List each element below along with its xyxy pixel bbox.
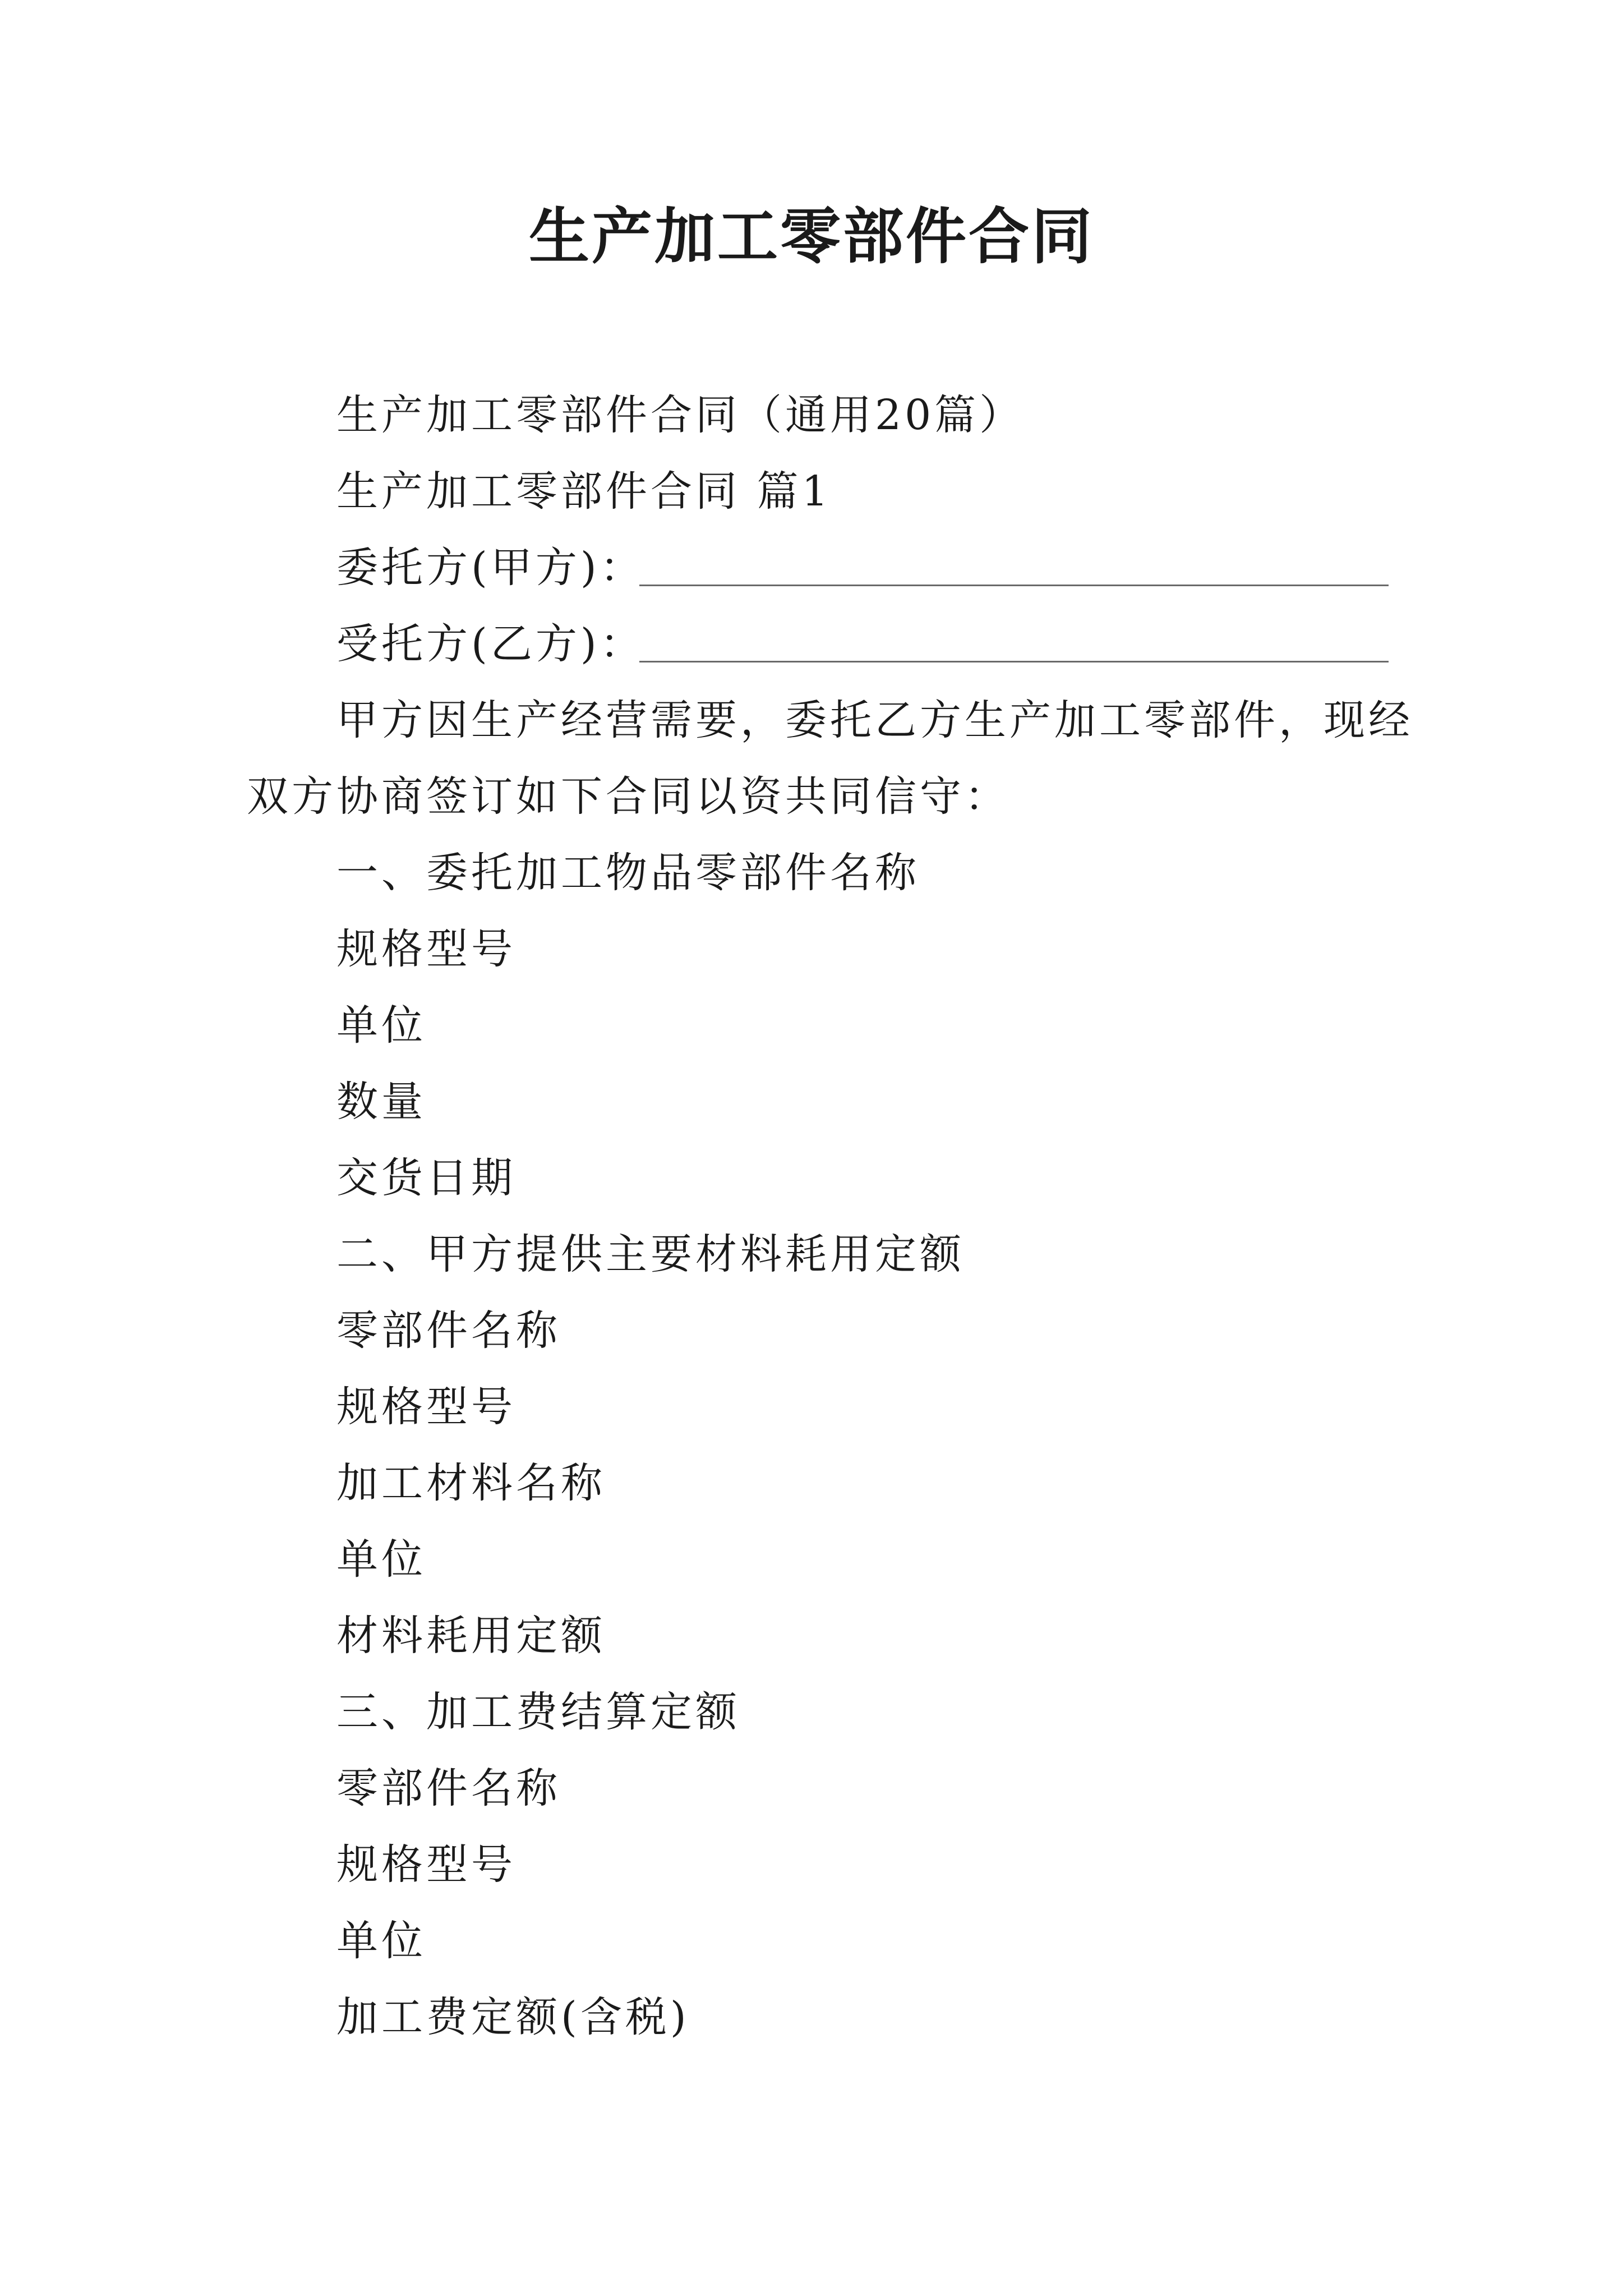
party-a-blank	[639, 585, 1389, 586]
clause-1-item: 规格型号	[336, 925, 516, 973]
party-b-label: 受托方(乙方)：	[336, 620, 645, 668]
document-title: 生产加工零部件合同	[528, 201, 1094, 272]
clause-1-item: 交货日期	[336, 1154, 516, 1202]
clause-1-item: 单位	[336, 1001, 426, 1050]
party-b-blank	[639, 661, 1389, 662]
party-a-label: 委托方(甲方)：	[336, 544, 645, 592]
clause-3-item: 零部件名称	[336, 1764, 561, 1812]
clause-2-heading: 二、甲方提供主要材料耗用定额	[336, 1230, 965, 1278]
clause-3-item: 规格型号	[336, 1841, 516, 1889]
clause-2-item: 加工材料名称	[336, 1459, 606, 1507]
intro-paragraph-line-2: 双方协商签订如下合同以资共同信守：	[247, 772, 1009, 821]
clause-3-item: 单位	[336, 1917, 426, 1965]
clause-3-heading: 三、加工费结算定额	[336, 1688, 740, 1736]
clause-1-item: 数量	[336, 1078, 426, 1126]
clause-1-heading: 一、委托加工物品零部件名称	[336, 849, 920, 897]
document-subtitle: 生产加工零部件合同（通用20篇）	[336, 391, 1025, 439]
clause-2-item: 材料耗用定额	[336, 1612, 606, 1660]
clause-2-item: 单位	[336, 1535, 426, 1584]
clause-3-item: 加工费定额(含税)	[336, 1993, 690, 2041]
clause-2-item: 零部件名称	[336, 1306, 561, 1355]
section-heading: 生产加工零部件合同 篇1	[336, 467, 832, 516]
intro-paragraph-line-1: 甲方因生产经营需要，委托乙方生产加工零部件，现经	[336, 696, 1413, 744]
clause-2-item: 规格型号	[336, 1383, 516, 1431]
